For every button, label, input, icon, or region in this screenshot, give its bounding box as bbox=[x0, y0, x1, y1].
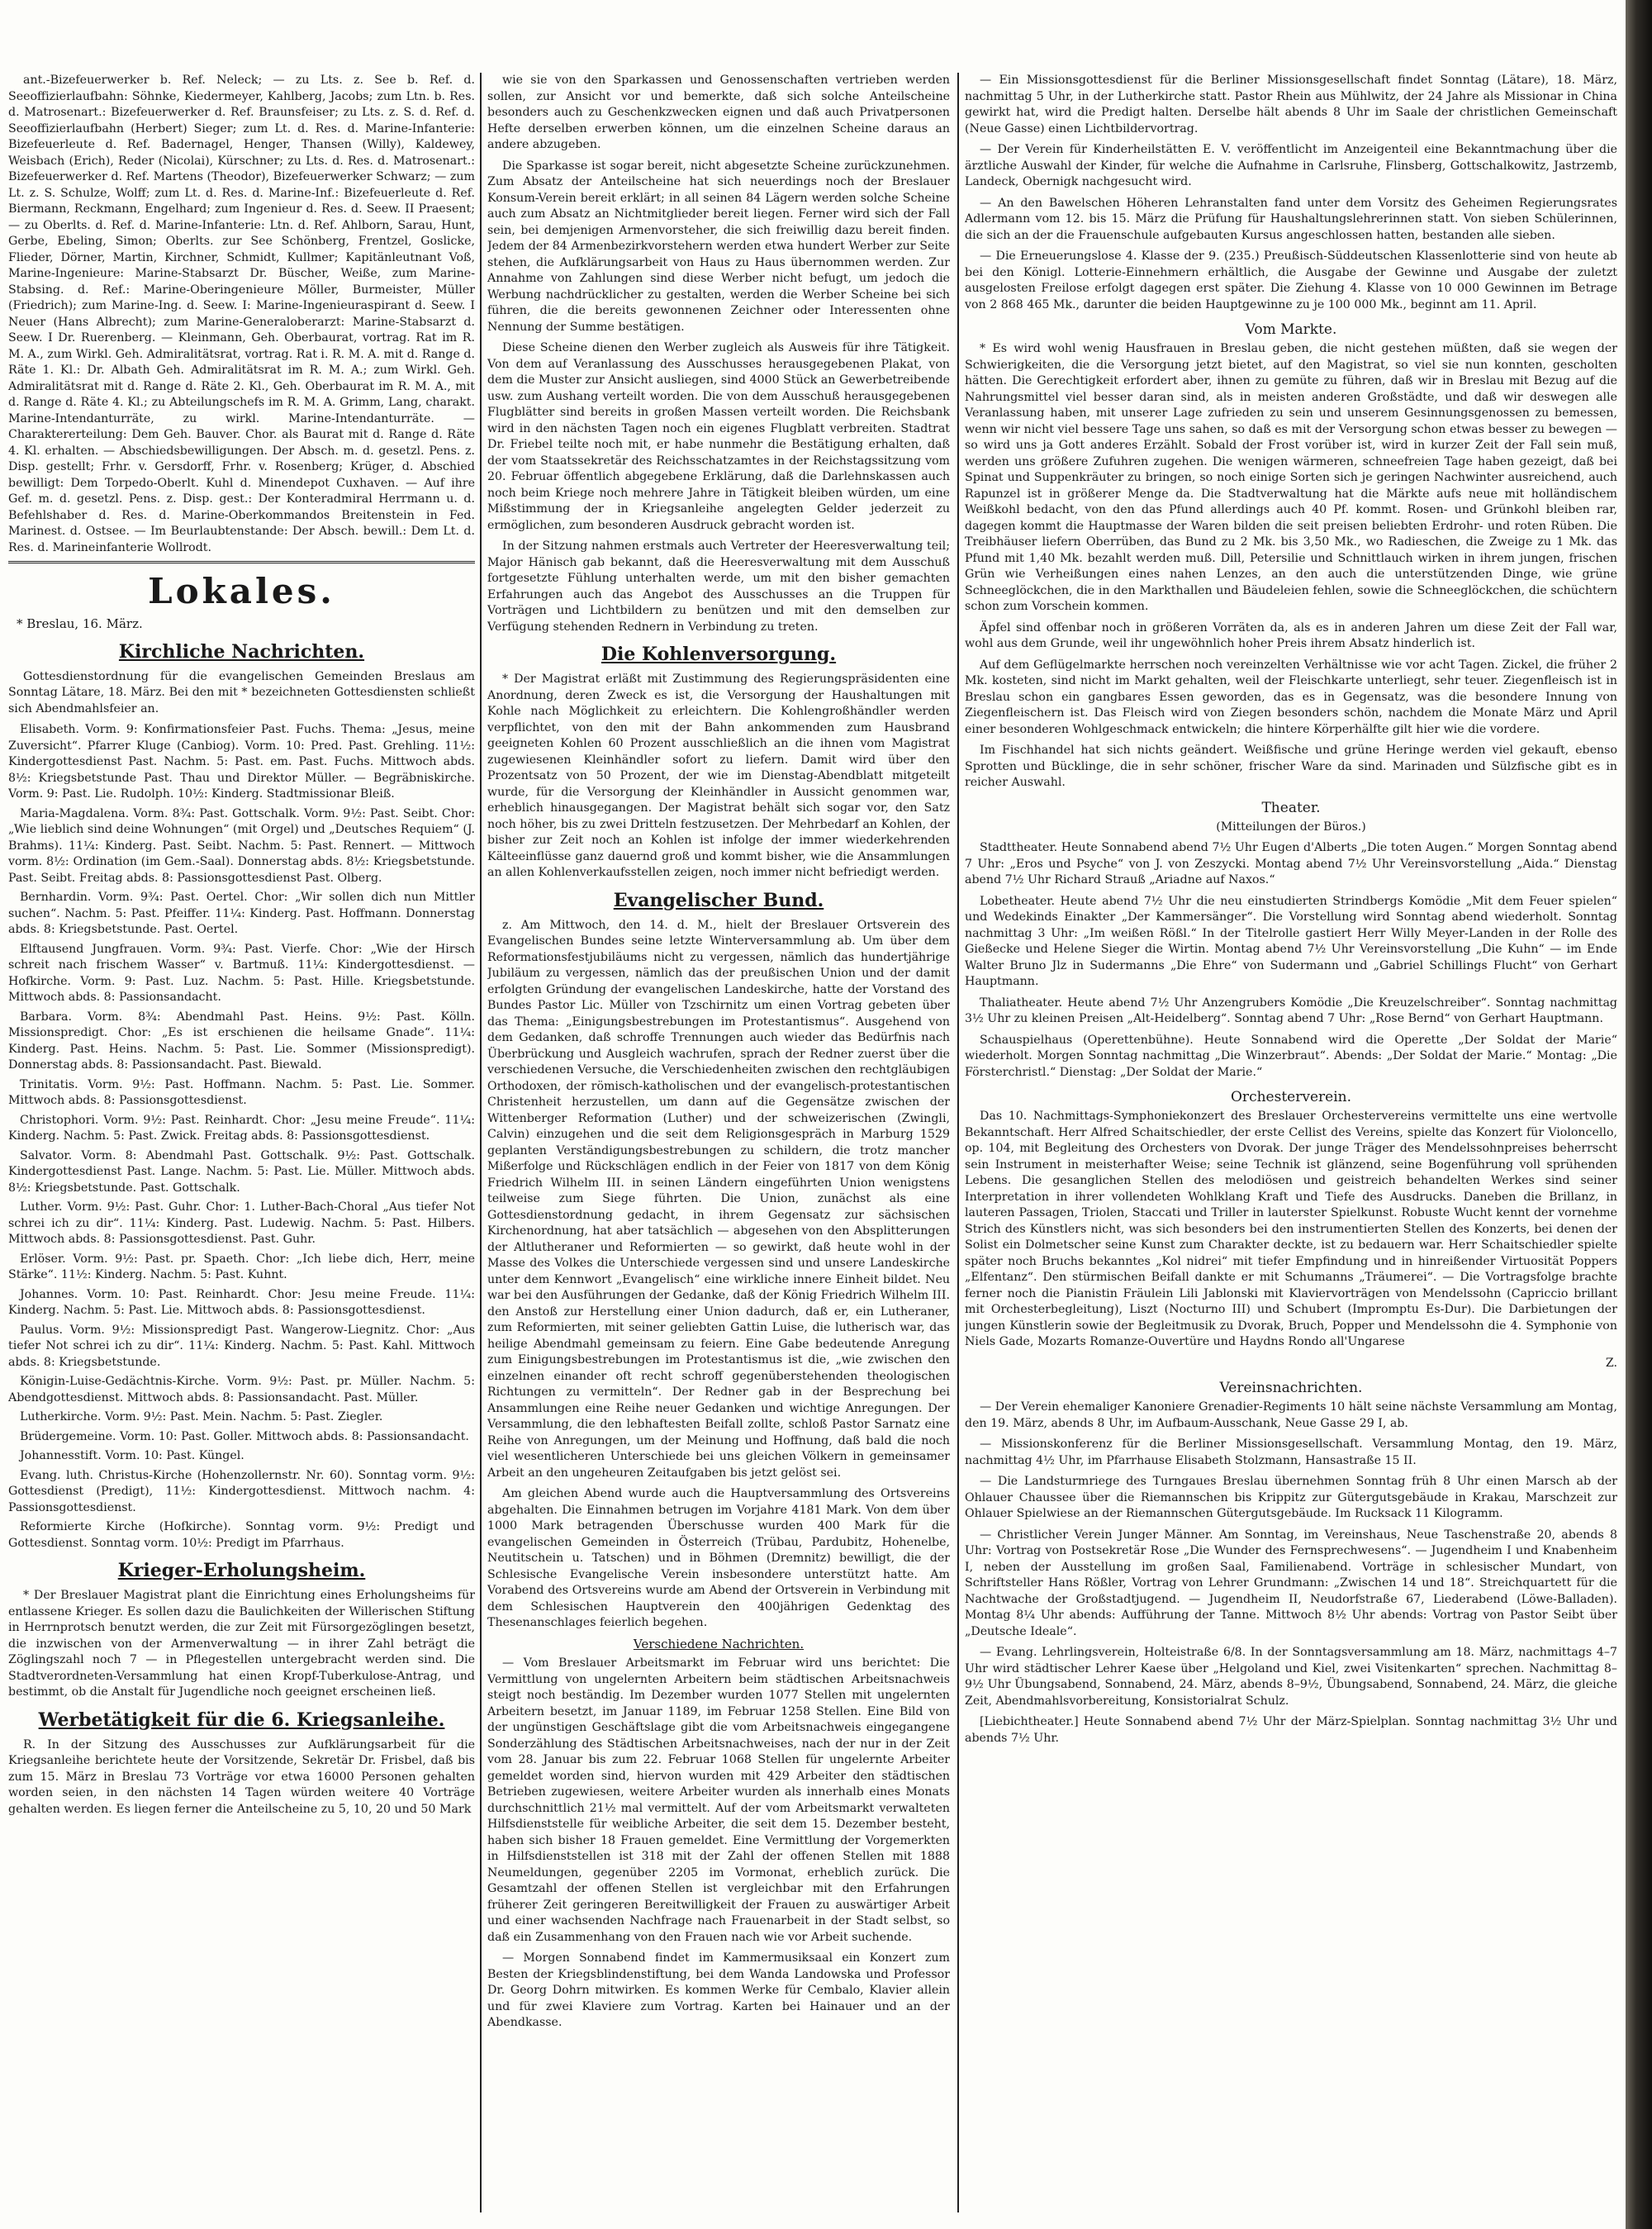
news-paragraph: — An den Bawelschen Höheren Lehranstalten fand unter dem Vorsitz des Geheimen Regierungsrates Adlermann vom 12. bis 15. März die Prüfung für Haushaltungslehrerinnen statt. Von sieben Schülerinnen, die sich an der die Frauenschule aufgebauten Kursus angeschlossen hatten, bestanden alle sieben. bbox=[965, 196, 1617, 242]
column-1 bbox=[8, 73, 475, 2212]
verschied-paragraph: — Morgen Sonnabend findet im Kammermusiksaal ein Konzert zum Besten der Kriegsblindenstiftung, bei dem Wanda Landowska und Professor Dr. Georg Dohrn mitwirken. Es kommen Werke für Cembalo, Klavier allein und für zwei Klaviere zum Vortrag. Karten bei Hainauer und an der Abendkasse. bbox=[487, 1951, 950, 2029]
verein-paragraph: — Der Verein ehemaliger Kanoniere Grenadier-Regiments 10 hält seine nächste Versammlung am Montag, den 19. März, abends 8 Uhr, im Aufbaum-Ausschank, Neue Gasse 29 I, ab. bbox=[965, 1400, 1617, 1430]
church-item: Erlöser. Vorm. 9½: Past. pr. Spaeth. Chor: „Ich liebe dich, Herr, meine Stärke“. 11½: Kinderg. Nachm. 5: Past. Kuhnt. bbox=[8, 1252, 475, 1281]
church-item: Reformierte Kirche (Hofkirche). Sonntag vorm. 9½: Predigt und Gottesdienst. Sonntag vorm. 10½: Predigt im Pfarrhaus. bbox=[8, 1520, 475, 1550]
church-list bbox=[8, 722, 475, 1552]
column-2 bbox=[487, 73, 950, 2212]
evangel-heading: Evangelischer Bund. bbox=[613, 889, 824, 911]
markte-paragraph: Äpfel sind offenbar noch in größeren Vorräten da, als es in anderen Jahren um diese Zeit der Fall war, wohl aus dem Grunde, weil ihr ungewöhnlich hoher Preis ihrem Absatz hinderlich ist. bbox=[965, 620, 1617, 650]
theater-heading: Theater. bbox=[1261, 799, 1321, 816]
orchester-heading: Orchesterverein. bbox=[1231, 1089, 1351, 1105]
orchester-signature: Z. bbox=[1605, 1356, 1617, 1370]
church-item: Königin-Luise-Gedächtnis-Kirche. Vorm. 9½: Past. pr. Müller. Nachm. 5: Abendgottesdienst. Mittwoch abds. 8: Passionsandacht. Past. Müller. bbox=[8, 1375, 475, 1404]
verein-paragraph: — Christlicher Verein Junger Männer. Am Sonntag, im Vereinshaus, Neue Taschenstraße 20, abends 8 Uhr: Vortrag von Postsekretär Rose „Die Wunder des Fernsprechwesens“. — Jugendheim I und Knabenheim I, neben der Ausstellung im großen Saal, Familienabend. Vorträge in schlesischer Mundart, von Schriftsteller Hans Rößler, Vortrag von Lehrer Grundmann: „Zwischen 14 und 18“. Streichquartett für die Nachtwache der Großstadtjugend. — Jugendheim II, Neudorfstraße 67, Liederabend (Löwe-Balladen). Montag 8¼ Uhr abends: Aufführung der Tanne. Mittwoch 8½ Uhr abends: Vortrag von Pastor Seibt über „Deutsche Ideale“. bbox=[965, 1528, 1617, 1638]
church-heading: Kirchliche Nachrichten. bbox=[118, 640, 365, 663]
church-item: Johannesstift. Vorm. 10: Past. Küngel. bbox=[20, 1449, 244, 1462]
church-item: Luther. Vorm. 9½: Past. Guhr. Chor: 1. Luther-Bach-Choral „Aus tiefer Not schrei ich zu dir“. 11¼: Kinderg. Past. Ludewig. Nachm. 5: Past. Hilbers. Mittwoch abds. 8: Passionsgottesdienst. Past. Guhr. bbox=[8, 1200, 475, 1246]
dateline: * Breslau, 16. März. bbox=[17, 616, 143, 631]
church-item: Johannes. Vorm. 10: Past. Reinhardt. Chor: Jesu meine Freude. 11¼: Kinderg. Nachm. 5: Past. Lie. Mittwoch abds. 8: Passionsgottesdienst. bbox=[8, 1287, 475, 1317]
church-item: Lutherkirche. Vorm. 9½: Past. Mein. Nachm. 5: Past. Ziegler. bbox=[20, 1410, 383, 1423]
werbe-text: R. In der Sitzung des Ausschusses zur Aufklärungsarbeit für die Kriegsanleihe berichtete heute der Vorsitzende, Sekretär Dr. Frisbel, daß bis zum 15. März in Breslau 73 Vorträge vor etwa 16000 Personen gehalten worden seien, in den nächsten 14 Tagen würden weitere 40 Vorträge gehalten werden. Es liegen ferner die Anteilscheine zu 5, 10, 20 und 50 Mark bbox=[8, 1737, 475, 1816]
church-item: Trinitatis. Vorm. 9½: Past. Hoffmann. Nachm. 5: Past. Lie. Sommer. Mittwoch abds. 8: Passionsgottesdienst. bbox=[8, 1077, 475, 1107]
mission-text: — Ein Missionsgottesdienst für die Berliner Missionsgesellschaft findet Sonntag (Lätare), 18. März, nachmittag 5 Uhr, in der Lutherkirche statt. Pastor Rhein aus Mühlwitz, der 24 Jahre als Missionar in China gewirkt hat, wird die Predigt halten. Derselbe hält abends 8 Uhr im Saale der christlichen Gemeinschaft (Neue Gasse) einen Lichtbildervortrag. bbox=[965, 74, 1617, 135]
church-item: Paulus. Vorm. 9½: Missionspredigt Past. Wangerow-Liegnitz. Chor: „Aus tiefer Not schrei ich zu dir“. 11¼: Kinderg. Nachm. 5: Past. Kahl. Mittwoch abds. 8: Kriegsbetstunde. bbox=[8, 1323, 475, 1369]
verschied-paragraph: — Vom Breslauer Arbeitsmarkt im Februar wird uns berichtet: Die Vermittlung von ungelernten Arbeitern beim städtischen Arbeitsnachweis steigt noch beständig. Im Dezember wurden 1077 Stellen mit ungelernten Arbeitern besetzt, im Januar 1189, im Februar 1258 Stellen. Eine Bild von der ungünstigen Geschäftslage gibt die vom Arbeitsnachweis eingegangene Sonderzählung des Städtischen Arbeitsnachweises, nach der nur in der Zeit vom 28. Januar bis zum 22. Februar 1068 Stellen für ungelernte Arbeiter gemeldet worden sind, hiervon wurden mit 429 Arbeiter den städtischen Betrieben zugewiesen, weitere Arbeiter wurden als innerhalb eines Monats durchschnittlich 21½ mal vermittelt. Auf der vom Arbeitsmarkt verwalteten Hilfsdienststelle für weibliche Arbeiter, die seit dem 15. Dezember besteht, haben sich bisher 18 Frauen gemeldet. Eine Vermittlung der Vorgemerkten in Hilfsdienststellen ist 318 mit der Zahl der offenen Stellen mit 1888 Neumeldungen, gegenüber 2205 im Vormonat, erheblich zurück. Die Gesamtzahl der offenen Stellen ist vergleichbar mit den Erfahrungen früherer Zeit geringeren Bereitwilligkeit der Frauen zu auswärtiger Arbeit und einer wachsenden Nachfrage nach Frauenarbeit in der Stadt selbst, so daß ein Zusammenhang von den Frauen nach wie vor Arbeit suchende. bbox=[487, 1656, 950, 1944]
news-paragraph: — Die Erneuerungslose 4. Klasse der 9. (235.) Preußisch-Süddeutschen Klassenlotterie sind von heute ab bei den Königl. Lotterie-Einnehmern erhältlich, die Ausgabe der Gewinne und Ausgabe der zuletzt ausgelosten Freilose erfolgt dagegen erst später. Die Ziehung 4. Klasse von 10 000 Gewinnen im Betrage von 2 868 465 Mk., darunter die beiden Hauptgewinne zu je 100 000 Mk., beginnt am 11. April. bbox=[965, 250, 1617, 311]
church-item: Bernhardin. Vorm. 9¾: Past. Oertel. Chor: „Wir sollen dich nun Mittler suchen“. Nachm. 5: Past. Pfeiffer. 11¼: Kinderg. Past. Hoffmann. Donnerstag abds. 8: Kriegsbetstunde. Past. Oertel. bbox=[8, 891, 475, 936]
markte-paragraph: Auf dem Geflügelmarkte herrschen noch vereinzelten Verhältnisse wie vor acht Tagen. Zickel, die früher 2 Mk. kosteten, sind nicht im Markt gehalten, weil der Fleischkarte unterliegt, sehr teuer. Ziegenfleisch ist in Breslau schon ein gangbares Essen geworden, das es in Gegensatz, was die besondere Innung von Ziegenfleischern ist. Das Fleisch wird von Ziegen besonders schön, nachdem die Monate März und April einer besonderen Wohlgeschmack entwickeln; die hintere Körperhälfte gilt hier wie die vordere. bbox=[965, 658, 1617, 736]
werbe-paragraph: Diese Scheine dienen den Werber zugleich als Ausweis für ihre Tätigkeit. Von dem auf Veranlassung des Ausschusses herausgegebenen Plakat, von dem die Muster zur Ansicht ausliegen, sind 4000 Stück an Gewerbetreibende usw. zum Aushang verteilt worden. Die von dem Ausschuß herausgegebenen Flugblätter sind bereits in großen Massen verteilt worden. Die Reichsbank wird in den nächsten Tagen noch ein eigenes Flugblatt verbreiten. Stadtrat Dr. Friebel teilte noch mit, er habe nunmehr die Bestätigung erhalten, daß der vom Staatssekretär des Reichsschatzamtes in der Reichstagssitzung vom 20. Februar öffentlich abgegebene Erklärung, daß die Darlehnskassen auch noch beim Kriege noch mehrere Jahre in Tätigkeit bleiben würden, um eine Mißstimmung der in Kriegsanleihe angelegten Gelder jederzeit zu ermöglichen, zum besonderen Ausdruck gebracht worden ist. bbox=[487, 341, 950, 532]
theater-paragraph: Schauspielhaus (Operettenbühne). Heute Sonnabend wird die Operette „Der Soldat der Marie“ wiederholt. Morgen Sonntag nachmittag „Die Winzerbraut“. Abends: „Der Soldat der Marie.“ Montag: „Die Försterchristl.“ Dienstag: „Der Soldat der Marie.“ bbox=[965, 1033, 1617, 1079]
theater-paragraph: Thaliatheater. Heute abend 7½ Uhr Anzengrubers Komödie „Die Kreuzelschreiber“. Sonntag nachmittag 3½ Uhr zu kleinen Preisen „Alt-Heidelberg“. Sonntag abend 7 Uhr: „Rose Bernd“ von Gerhart Hauptmann. bbox=[965, 996, 1617, 1025]
church-item: Christophori. Vorm. 9½: Past. Reinhardt. Chor: „Jesu meine Freude“. 11¼: Kinderg. Nachm. 5: Past. Zwick. Freitag abds. 8: Passionsgottesdienst. bbox=[8, 1113, 475, 1143]
church-item: Elftausend Jungfrauen. Vorm. 9¾: Past. Vierfe. Chor: „Wie der Hirsch schreit nach frischem Wasser“ v. Bartmuß. 11¼: Kindergottesdienst. — Hofkirche. Vorm. 9: Past. Luz. Nachm. 5: Past. Hille. Kriegsbetstunde. Mittwoch abds. 8: Passionsandacht. bbox=[8, 942, 475, 1004]
church-item: Evang. luth. Christus-Kirche (Hohenzollernstr. Nr. 60). Sonntag vorm. 9½: Gottesdienst (Predigt), 11½: Kindergottesdienst. Mittwoch nachm. 4: Passionsgottesdienst. bbox=[8, 1468, 475, 1514]
church-item: Maria-Magdalena. Vorm. 8¾: Past. Gottschalk. Vorm. 9½: Past. Seibt. Chor: „Wie lieblich sind deine Wohnungen“ (mit Orgel) und „Deutsches Requiem“ (J. Brahms). 11¼: Kinderg. Past. Seibt. Nachm. 5: Past. Rennert. — Mittwoch vorm. 8½: Ordination (im Gem.-Saal). Donnerstag abds. 8½: Kriegsbetstunde. Past. Seibt. Freitag abds. 8: Passionsgottesdienst Past. Olberg. bbox=[8, 806, 475, 885]
theater-paragraph: Lobetheater. Heute abend 7½ Uhr die neu einstudierten Strindbergs Komödie „Mit dem Feuer spielen“ und Wedekinds Einakter „Der Kammersänger“. Die Vorstellung wird Sonntag abend wiederholt. Sonntag nachmittag 3 Uhr: „Im weißen Rößl.“ In der Titelrolle gastiert Herr Willy Meyer-Landen in der Rolle des Gießecke und Helene Sieger die Wirtin. Montag abend 7½ Uhr Vereinsvorstellung „Die Kuhn“ — im Ende Walter Bruno Jlz in Sudermanns „Die Ehre“ von Sudermann und „Gabriel Schillings Flucht“ von Gerhart Hauptmann. bbox=[965, 894, 1617, 988]
werbe-continued: wie sie von den Sparkassen und Genossenschaften vertrieben werden sollen, zur Ansicht vor und bemerkte, daß sich solche Anteilscheine besonders auch zu Geschenkzwecken eignen und daß auch Privatpersonen Hefte derselben erwerben können, um die einzelnen Scheine daraus an andere abzugeben. bbox=[487, 74, 950, 151]
church-item: Salvator. Vorm. 8: Abendmahl Past. Gottschalk. 9½: Past. Gottschalk. Kindergottesdienst Past. Lange. Nachm. 5: Past. Lie. Müller. Mittwoch abds. 8½: Kriegsbetstunde. Past. Gottschalk. bbox=[8, 1148, 475, 1195]
sitzung-text: In der Sitzung nahmen erstmals auch Vertreter der Heeresverwaltung teil; Major Hänisch gab bekannt, daß die Heeresverwaltung mit dem Ausschuß fortgesetzte Fühlung unterhalten werde, um mit den bisher gemachten Erfahrungen auch das Angebot des Ausschusses an die Truppen für Vorträgen und Lichtbildern zu benützen und mit den demselben zur Verfügung stehenden Rednern in Verbindung zu treten. bbox=[487, 539, 950, 634]
column-rule-right bbox=[957, 73, 959, 2212]
markte-paragraph: Im Fischhandel hat sich nichts geändert. Weißfische und grüne Heringe werden viel gekauft, ebenso Sprotten und Bücklinge, die in sehr schöner, frischer Ware da sind. Marinaden und Sülzfische gibt es in reicher Auswahl. bbox=[965, 744, 1617, 789]
evangel-paragraph: Am gleichen Abend wurde auch die Hauptversammlung des Ortsvereins abgehalten. Die Einnahmen betrugen im Vorjahre 4181 Mark. Von dem über 1000 Mark betragenden Überschusse wurden 400 Mark für die evangelischen Gemeinden in Österreich (Trübau, Pardubitz, Hohenelbe, Neutitschein u. Tatschen) und in Böhmen (Dremnitz) bewilligt, die der Schlesische Evangelische Verein insbesondere unterstützt hatte. Am Vorabend des Ortsvereins wurde am Abend der Ortsverein in Verbindung mit dem Schlesischen Hauptverein den 400jährigen Gedenktag des Thesenanschlages feierlich begehen. bbox=[487, 1487, 950, 1629]
theater-subheading: (Mitteilungen der Büros.) bbox=[1216, 820, 1366, 834]
church-item: Barbara. Vorm. 8¾: Abendmahl Past. Heins. 9½: Past. Kölln. Missionspredigt. Chor: „Es ist erschienen die heilsame Gnade“. 11¼: Kinderg. Past. Heins. Nachm. 5: Past. Lie. Sommer (Missionspredigt). Donnerstag abds. 8: Passionsandacht. Past. Biewald. bbox=[8, 1010, 475, 1072]
church-intro: Gottesdienstordnung für die evangelischen Gemeinden Breslaus am Sonntag Lätare, 18. März. Bei den mit * bezeichneten Gottesdiensten schließt sich Abendmahlsfeier an. bbox=[8, 669, 475, 715]
markte-heading: Vom Markte. bbox=[1245, 321, 1337, 338]
news-paragraph: — Der Verein für Kinderheilstätten E. V. veröffentlicht im Anzeigenteil eine Bekanntmachung über die ärztliche Auswahl der Kinder, für welche die Aufnahme in Carlsruhe, Flinsberg, Gottschalkowitz, Jastrzemb, Landeck, Obernigk nachgesucht wird. bbox=[965, 143, 1617, 188]
lokales-heading: Lokales. bbox=[148, 571, 335, 611]
markte-paragraph: * Es wird wohl wenig Hausfrauen in Breslau geben, die nicht gestehen müßten, daß sie wegen der Schwierigkeiten, die die Versorgung jetzt bietet, auf den Magistrat, so viel sie nun konnten, gescholten hätten. Die Gerechtigkeit erfordert aber, ihnen zu gemüte zu führen, daß wir in Breslau mit Bezug auf die Nahrungsmittel viel besser daran sind, als in meisten anderen Großstädte, und daß wir deswegen alle Veranlassung haben, mit unserer Lage zufrieden zu sein und unserem Gesinnungsgenossen zu bemessen, wenn wir nicht viel bessere Tage uns sahen, so daß es mit der Versorgung schon etwas besser zu bewegen — so wird uns ja Gott anderes Erzählt. Sobald der Frost vorüber ist, wird in kurzer Zeit der Fall sein muß, werden uns größere Zufuhren zugehen. Die wenigen wärmeren, schneefreien Tage haben gezeigt, daß bei Spinat und Suppenkräuter zu bringen, so noch einige Sorten sich je geringen Nachwinter ausreichend, auch Rapunzel ist in größerer Menge da. Die Stadtverwaltung hat die Märkte aufs neue mit holländischem Weißkohl bedacht, von den das Pfund allerdings auch 40 Pf. kommt. Rosen- und Grünkohl bleiben rar, dagegen kommt die Hauptmasse der Waren bilden die seit preisen beliebten Erdrohr- und roten Rüben. Die Treibhäuser liefern Oberrüben, das Bund zu 2 Mk. bis 3,50 Mk., wo Radieschen, die Zweige zu 1 Mk. das Pfund mit 1,40 Mk. bezahlt werden muß. Dill, Petersilie und Schnittlauch wirken in ihrem jungen, frischen Grün wie Verheißungen eines nahen Lenzes, an den auch die unterstützenden Dinge, wie grüne Schneeglöckchen, die in den Markthallen und Bäudeleien fehlen, sowie die Schneeglöckchen, die schüchtern schon zum Vorschein kommen. bbox=[965, 342, 1617, 613]
krieger-text: * Der Breslauer Magistrat plant die Einrichtung eines Erholungsheims für entlassene Krieger. Es sollen dazu die Baulichkeiten der Willerischen Stiftung in Herrnprotsch benutzt werden, die zur Zeit mit Fürsorgezöglingen besetzt, die inzwischen von der Armenverwaltung — in ihrer Zahl beträgt die Zöglingszahl noch 7 — in Pflegestellen untergebracht werden sind. Die Stadtverordneten-Versammlung hat einen Kropf-Tuberkulose-Antrag, und bestimmt, ob die Anstalt für Jugendliche noch geeignet erscheinen ließ. bbox=[8, 1589, 475, 1699]
werbe-heading: Werbetätigkeit für die 6. Kriegsanleihe. bbox=[38, 1709, 445, 1731]
kohlen-text: * Der Magistrat erläßt mit Zustimmung des Regierungspräsidenten eine Anordnung, deren Zweck es ist, die Versorgung der Haushaltungen mit Kohle nach Möglichkeit zu erleichtern. Die Kohlengroßhändler werden verpflichtet, von den mit der Bahn ankommenden zum Hausbrand geeigneten Kohlen 60 Prozent ausschließlich an die ihnen vom Magistrat zugewiesenen Kleinhändler sofort zu liefern. Damit wird über den Prozentsatz von 50 Prozent, der wie im Dienstag-Abendblatt mitgeteilt wurde, für die Versorgung der Kleinhändler in Aussicht genommen war, erheblich hinausgegangen. Der Magistrat behält sich sogar vor, den Satz noch höher, bis zu zwei Dritteln festzusetzen. Der Mehrbedarf an Kohlen, der bisher zur Zeit noch an Kohlen ist infolge der immer wiederkehrenden Kälteeinflüsse ganz dauernd groß und kommt bisher, wie die Ansammlungen an allen Kohlenverkaufsstellen zeigen, noch immer nicht befriedigt werden. bbox=[487, 673, 950, 879]
krieger-heading: Krieger-Erholungsheim. bbox=[117, 1560, 366, 1581]
church-item: Brüdergemeine. Vorm. 10: Past. Goller. Mittwoch abds. 8: Passionsandacht. bbox=[20, 1429, 469, 1443]
liebich-text: [Liebichtheater.] Heute Sonnabend abend 7½ Uhr der März-Spielplan. Sonntag nachmittag 3½ Uhr und abends 7½ Uhr. bbox=[965, 1715, 1617, 1745]
kohlen-heading: Die Kohlenversorgung. bbox=[601, 644, 837, 665]
evangel-paragraph: z. Am Mittwoch, den 14. d. M., hielt der Breslauer Ortsverein des Evangelischen Bundes seine letzte Winterversammlung ab. Um über dem Reformationsfestjubiläums nicht zu vergessen, nämlich das hundertjährige Jubiläum zu vergessen, nämlich das der preußischen Union und der damit erfolgten Gründung der evangelischen Landeskirche, hatte der Vorstand des Bundes Pastor Lic. Müller von Tzschirnitz um einen Vortrag gebeten über das Thema: „Einigungsbestrebungen im Protestantismus“. Ausgehend von dem Gedanken, daß schroffe Trennungen auch wieder das Bedürfnis nach Überbrückung und Ausgleich wachrufen, sprach der Redner zuerst über die verschiedenen Versuche, die Verschiedenheiten zwischen den rechtgläubigen Orthodoxen, der römisch-katholischen und der evangelisch-protestantischen Christenheit herzustellen, um dann auf die Gegensätze zwischen der Wittenberger Reformation (Luther) und der schweizerischen (Zwingli, Calvin) einzugehen und die seit dem Religionsgespräch in Marburg 1529 geplanten Verständigungsbestrebungen zu schildern, die trotz mancher Mißerfolge und Rückschlägen endlich in der Feier von 1817 von dem König Friedrich Wilhelm III. in seinen Ländern eingeführten Union wenigstens teilweise zum Siege führten. Die Union, zunächst als eine Gottesdienstordnung gedacht, in ihrem Gegensatz zur sächsischen Kirchenordnung, hat aber tatsächlich — abgesehen von den Absplitterungen der Altlutheraner und Reformierten — so gewirkt, daß heute wohl in der Masse des Volkes die Unterschiede vergessen sind und unsere Landeskirche unter dem Kennwort „Evangelisch“ eine wirkliche innere Einheit bildet. Neu war bei den Ausführungen der Gedanke, daß der König Friedrich Wilhelm III. den Anstoß zur Herstellung einer Union dadurch, daß er, ein Lutheraner, zum Reformierten, mit seiner geliebten Gattin Luise, die lutherisch war, das heilige Abendmahl gemeinsam zu feiern. Eine Gabe bedeutende Anregung zum Einigungsbestrebungen im Protestantismus ist die, „wie zwischen den einzelnen einander oft recht schroff gegenüberstehenden theologischen Richtungen zu vermitteln“. Der Redner gab in der Besprechung bei Ansammlungen eine Reihe neuer Gedanken und wichtige Anregungen. Der Versammlung, die den lebhaftesten Beifall zollte, schloß Pastor Sarnatz eine Reihe von Anregungen, um der Meinung und Hoffnung, daß bald die noch viel wesentlicheren Unterschiede bei uns gleichen Völkern in gemeinsamer Arbeit an den ungeheuren Zeitaufgaben bis jetzt gelöst sei. bbox=[487, 918, 950, 1480]
book-binding-edge bbox=[1626, 0, 1652, 2229]
verein-paragraph: — Evang. Lehrlingsverein, Holteistraße 6/8. In der Sonntagsversammlung am 18. März, nachmittags 4–7 Uhr wird städtischer Lehrer Kaese über „Helgoland und Kiel, zwei Visitenkarten“ sprechen. Nachmittag 8–9½ Uhr Übungsabend, Sonnabend, 24. März, abends 8–9½, Übungsabend, Sonnabend, 24. März, die gleiche Zeit, Abendmahlsvorbereitung, Konsistorialrat Schulz. bbox=[965, 1646, 1617, 1708]
appointments-text: ant.-Bizefeuerwerker b. Ref. Neleck; — zu Lts. z. See b. Ref. d. Seeoffizierlaufbahn: Söhnke, Kiedermeyer, Kahlberg, Jacobs; zum Ltn. b. Res. d. Matrosenart.: Bizefeuerwerker d. Ref. Braunsfeiser; zu Lts. z. S. d. Ref. d. Seeoffizierlaufbahn (Herbert) Sieger; zum Lt. d. Res. d. Marine-Infanterie: Bizefeuerleute d. Ref. Badernagel, Henger, Thansen (Willy), Kaldewey, Weisbach (Erich), Reder (Nicolai), Kürschner; zu Lts. d. Res. d. Matrosenart.: Bizefeuerwerker d. Ref. Martens (Theodor), Bizefeuerwerker Schwarz; — zum Lt. z. S. Schulze, Wolff; zum Lt. d. Res. d. Marine-Inf.: Bizefeuerleute d. Ref. Biermann, Reckmann, Engelhard; zum Ingenieur d. Res. d. Seew. II Praesent; — zu Oberlts. d. Ref. d. Marine-Infanterie: Ltn. d. Ref. Ahlborn, Sarau, Hunt, Gerbe, Ebeling, Simon; Oberlts. zur See Schönberg, Frentzel, Goslicke, Flieder, Dörner, Martin, Kirchner, Schmidt, Kullmer; Kapitänleutnant Voß, Marine-Ingenieure: Marine-Stabsarzt Dr. Büscher, Weiße, zum Marine-Stabsing. d. Ref.: Marine-Oberingenieure Möller, Burmeister, Müller (Friedrich); zum Marine-Ing. d. Seew. I: Marine-Ingenieuraspirant d. Seew. I Neuer (Hans Albrecht); zum Marine-Generaloberarzt: Marine-Stabsarzt d. Seew. I Dr. Ruerenberg. — Kleinmann, Geh. Oberbaurat, vortrag. Rat im R. M. A., zum Wirkl. Geh. Admiralitätsrat, vortrag. Rat i. R. M. A. mit d. Range d. Räte 1. Kl.: Dr. Albath Geh. Admiralitätsrat im R. M. A.; zum Wirkl. Geh. Admiralitätsrat mit d. Range d. Räte 2. Kl., Geh. Oberbaurat im R. M. A., mit d. Range d. Räte 4. Kl.; zu Abteilungschefs im R. M. A. Grimm, Lang, charakt. Marine-Intendanturräte, zu wirkl. Marine-Intendanturräte. — Charaktererteilung: Dem Geh. Bauver. Chor. als Baurat mit d. Range d. Räte 4. Kl. erhalten. — Abschiedsbewilligungen. Der Absch. m. d. gesetzl. Pens. z. Disp. gestellt; Frhr. v. Gersdorff, Frhr. v. Rosenberg; Krüger, d. Abschied bewilligt: Dem Torpedo-Oberlt. Kuhl d. Minendepot Cuxhaven. — Auf ihre Gef. m. d. gesetzl. Pens. z. Disp. gest.: Der Konteradmiral Herrmann u. d. Befehlshaber d. Res. d. Marine-Oberkommandos Breitenstein in Fed. Marinest. d. Ostsee. — Im Beurlaubtenstande: Der Absch. bewill.: Dem Lt. d. Res. d. Marineinfanterie Wollrodt. bbox=[8, 74, 475, 554]
column-rule-left bbox=[480, 73, 482, 2212]
verein-heading: Vereinsnachrichten. bbox=[1219, 1380, 1363, 1396]
church-item: Elisabeth. Vorm. 9: Konfirmationsfeier Past. Fuchs. Thema: „Jesus, meine Zuversicht“. Pfarrer Kluge (Canbiog). Vorm. 10: Pred. Past. Grehling. 11½: Kindergottesdienst Past. Nachm. 5: Past. em. Past. Fuchs. Mittwoch abds. 8½: Kriegsbetstunde Past. Thau und Direktor Müller. — Begräbniskirche. Vorm. 9: Past. Lie. Rudolph. 10½: Kinderg. Stadtmissionar Bleiß. bbox=[8, 723, 475, 801]
column-3 bbox=[965, 73, 1617, 2212]
orchester-text: Das 10. Nachmittags-Symphoniekonzert des Breslauer Orchestervereins vermittelte uns eine wertvolle Bekanntschaft. Herr Alfred Schaitschiedler, der erste Cellist des Vereins, spielte das Konzert für Violoncello, op. 104, mit Begleitung des Orchesters von Dvorak. Der junge Träger des Mendelssohnpreises beherrscht sein Instrument in meisterhafter Weise; seine Technik ist glänzend, seine Bogenführung voll sprühenden Lebens. Die gesanglichen Stellen des melodiösen und geistreich behandelten Werkes sind seiner Interpretation in ihrer vollendeten Wohlklang Kraft und Tiefe des Ausdrucks. Daneben die Brillanz, in lauteren Passagen, Triolen, Staccati und Triller in lauterster Spielkunst. Robuste Wucht kennt der vornehme Strich des Künstlers nicht, was sich besonders bei den instrumentierten Stellen des Konzerts, bei denen der Solist ein Dolmetscher seine Kunst zum Charakter deckte, ist zu bedauern war. Herr Schaitschiedler spielte später noch Bruchs bekanntes „Kol nidrei“ mit tiefer Empfindung und in hinreißender Virtuosität Poppers „Elfentanz“. Den stürmischen Beifall dankte er mit Schumanns „Träumerei“. — Die Vortragsfolge brachte ferner noch die Pianistin Fräulein Lili Jablonski mit Klaviervorträgen von Mendelssohn (Capriccio brillant mit Orchesterbegleitung), Liszt (Nocturno III) und Schubert (Impromptu Es-Dur). Die Darbietungen der jungen Künstlerin sowie der Begleitmusik zu Dvorak, Bruch, Popper und Mendelssohn die 4. Symphonie von Niels Gade, Mozarts Romanze-Ouvertüre und Haydns Rondo all'Ungarese bbox=[965, 1110, 1617, 1348]
theater-paragraph: Stadttheater. Heute Sonnabend abend 7½ Uhr Eugen d'Alberts „Die toten Augen.“ Morgen Sonntag abend 7 Uhr: „Eros und Psyche“ von J. von Zeszycki. Montag abend 7½ Uhr Vereinsvorstellung „Aida.“ Dienstag abend 7½ Uhr Richard Strauß „Ariadne auf Naxos.“ bbox=[965, 841, 1617, 886]
verein-paragraph: — Die Landsturmriege des Turngaues Breslau übernehmen Sonntag früh 8 Uhr einen Marsch ab der Ohlauer Chaussee über die Riemannschen bis Krippitz zur Gütergutsgebäude in Krakau, Marschzeit zur Ohlauer Spielwiese an der Riemannschen Gütergutsgebäude. Im Rucksack 11 Kilogramm. bbox=[965, 1475, 1617, 1520]
section-divider bbox=[8, 561, 475, 563]
werbe-paragraph: Die Sparkasse ist sogar bereit, nicht abgesetzte Scheine zurückzunehmen. Zum Absatz der Anteilscheine hat sich neuerdings noch der Breslauer Konsum-Verein bereit erklärt; in all seinen 84 Lägern werden solche Scheine auch zum Absatz an Nichtmitglieder bereit liegen. Ferner wird sich der Fall sein, bei demjenigen Armenvorsteher, die sich freiwillig dazu bereit finden. Jedem der 84 Armenbezirkvorstehern werden etwa hundert Werber zur Seite stehen, die Aufklärungsarbeit von Haus zu Haus übernommen werden. Zur Annahme von Zahlungen sind diese Werber nicht befugt, um jedoch die Werbung nachdrücklicher zu gestalten, werden die Werber Scheine bei sich führen, die die bereits gewonnenen Zeichner oder Interessenten ohne Nennung der Summe bestätigen. bbox=[487, 159, 950, 334]
verein-paragraph: — Missionskonferenz für die Berliner Missionsgesellschaft. Versammlung Montag, den 19. März, nachmittag 4½ Uhr, im Pfarrhause Elisabeth Stolzmann, Hansastraße 15 II. bbox=[965, 1438, 1617, 1467]
verschied-heading: Verschiedene Nachrichten. bbox=[633, 1636, 805, 1652]
